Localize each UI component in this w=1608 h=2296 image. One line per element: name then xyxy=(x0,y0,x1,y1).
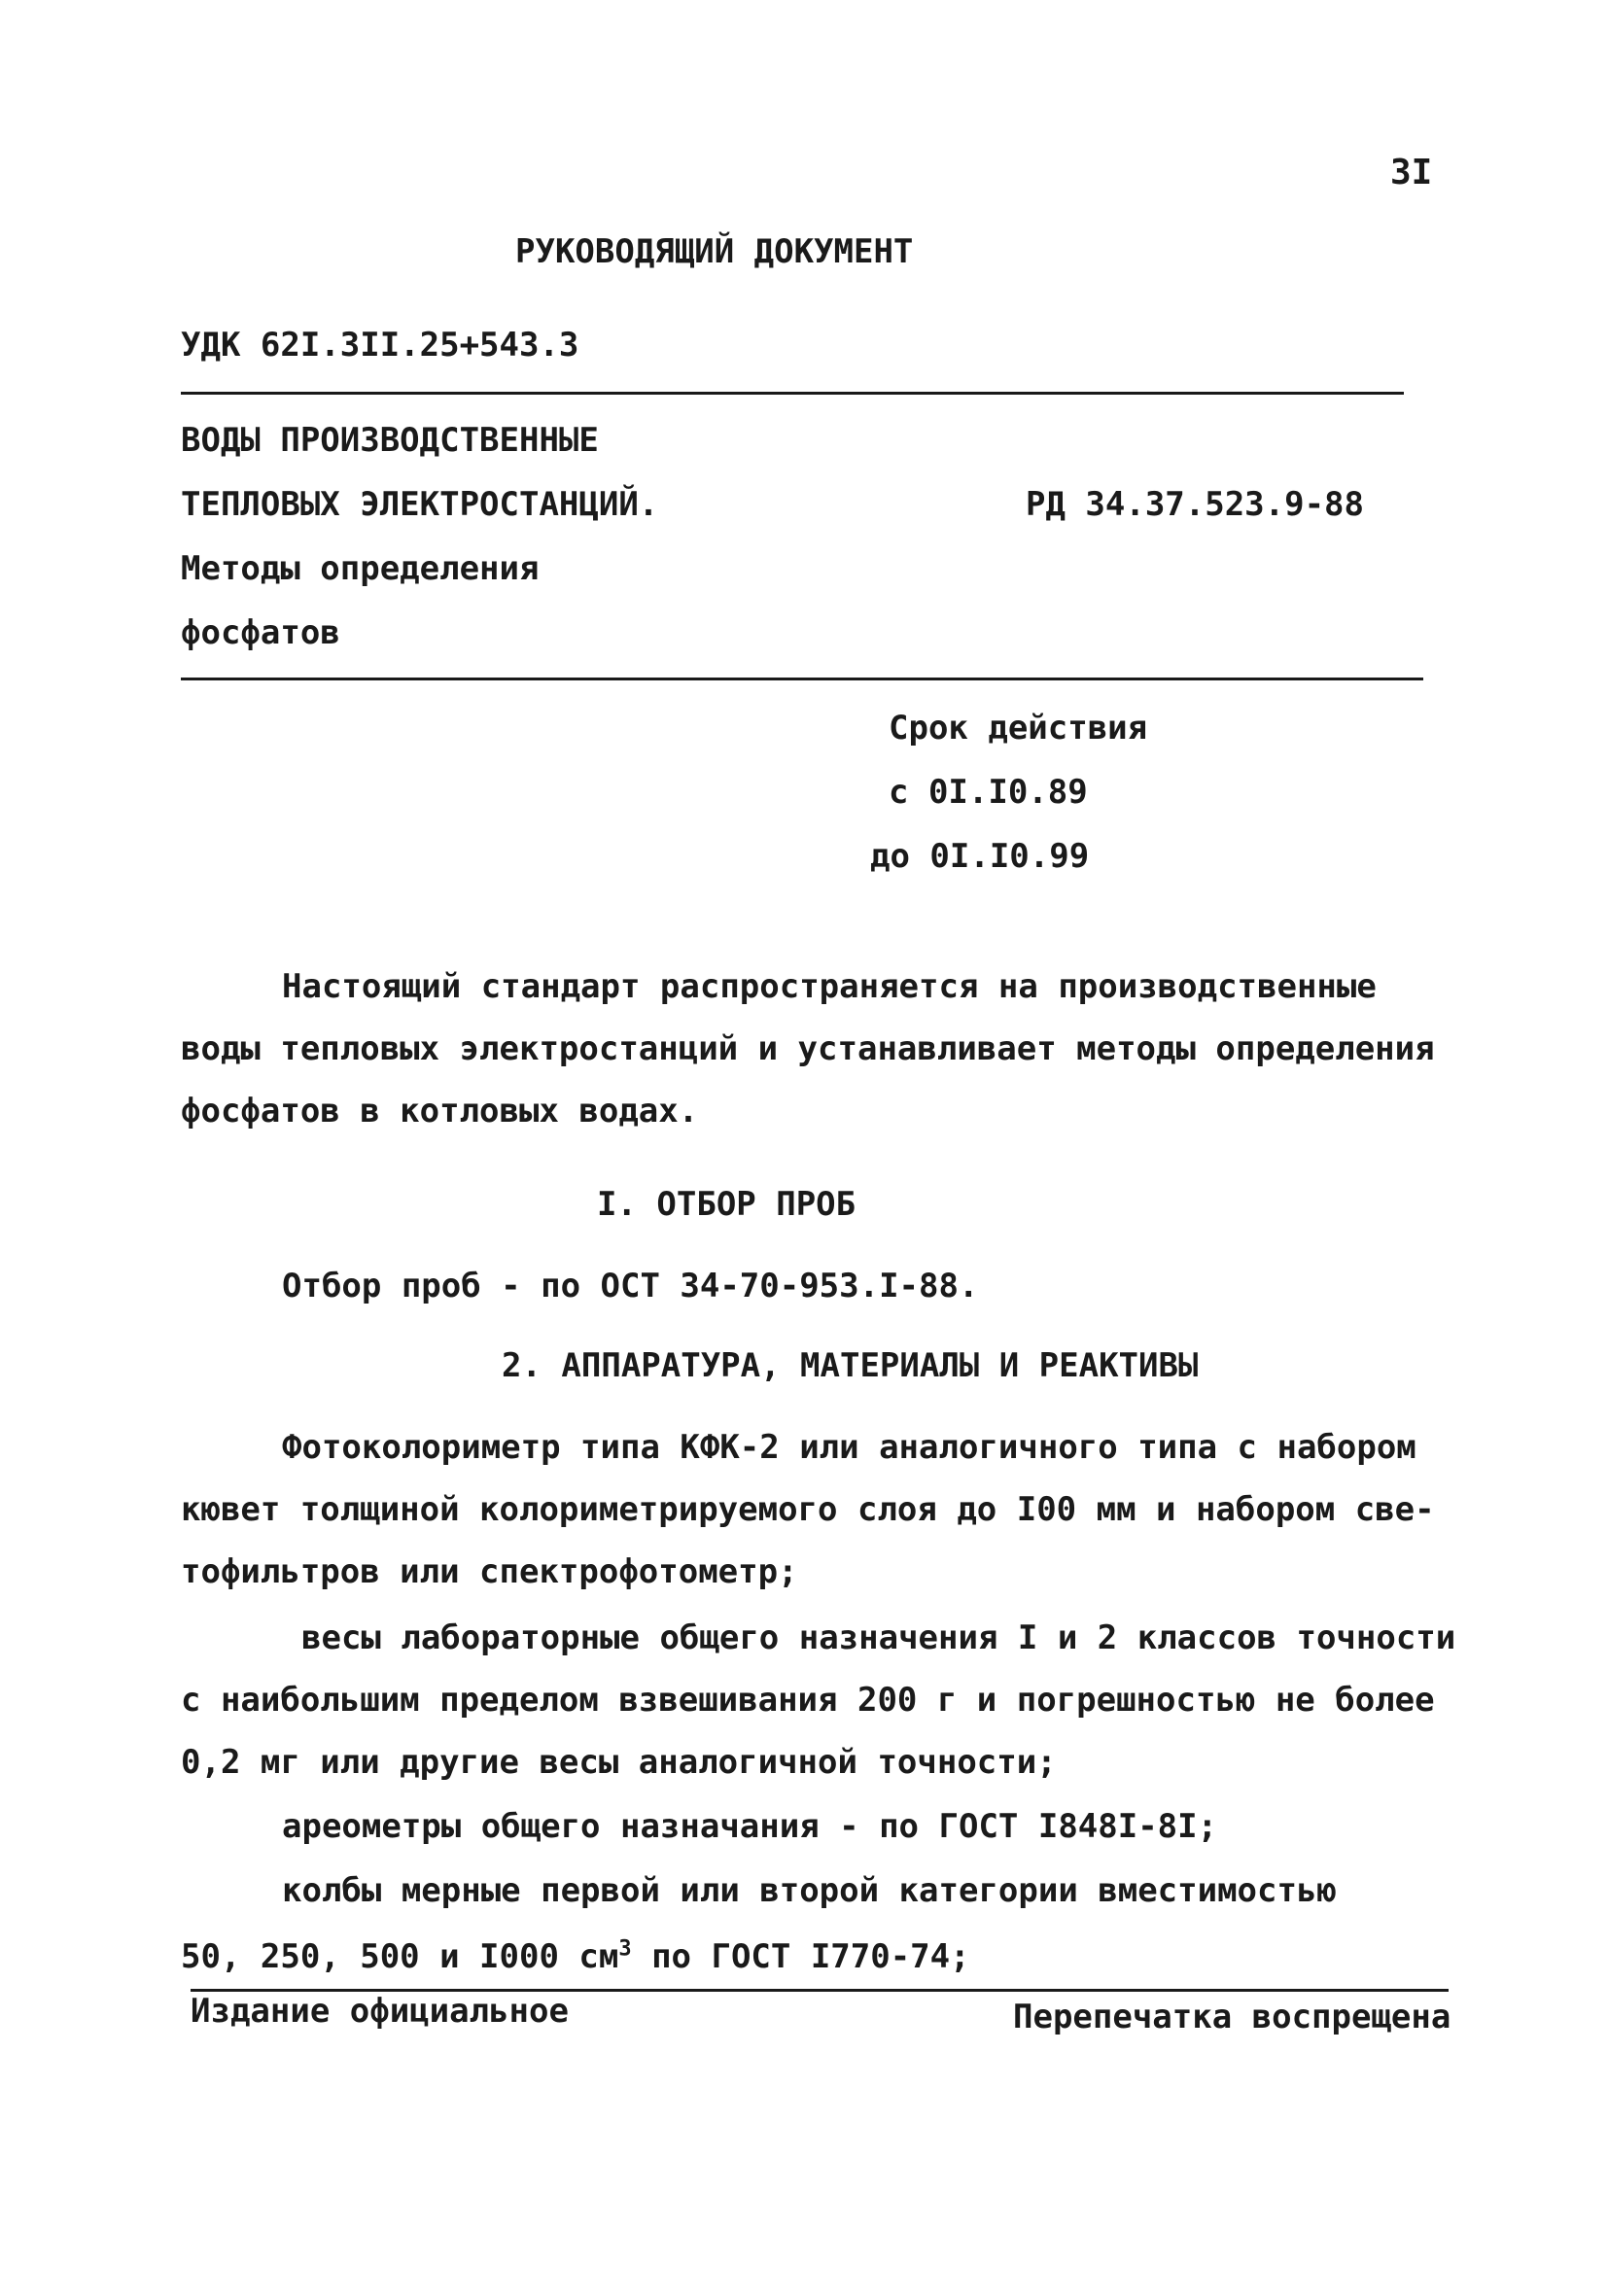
intro-line-3: фосфатов в котловых водах. xyxy=(181,1092,699,1131)
section-2-p4-line-2 xyxy=(181,1936,970,1976)
section-2-p4-line-1: колбы мерные первой или второй категории вместимостью xyxy=(282,1871,1337,1910)
middle-rule xyxy=(181,678,1423,680)
document-code: РД 34.37.523.9-88 xyxy=(1026,485,1364,524)
title-line-2: ТЕПЛОВЫХ ЭЛЕКТРОСТАНЦИЙ. xyxy=(181,485,659,524)
section-2-p1-line-2: кювет толщиной колориметрируемого слоя до I00 мм и набором све- xyxy=(181,1490,1435,1529)
section-1-heading: I. ОТБОР ПРОБ xyxy=(597,1185,856,1224)
footer-reprint-prohibited: Перепечатка воспрещена xyxy=(1013,1998,1451,2036)
validity-from: с 0I.I0.89 xyxy=(889,773,1088,812)
section-2-p1-line-3: тофильтров или спектрофотометр; xyxy=(181,1552,798,1591)
section-2-p2-line-1: весы лабораторные общего назначения I и 2 классов точности xyxy=(301,1618,1456,1657)
intro-line-2: воды тепловых электростанций и устанавливает методы определения xyxy=(181,1029,1435,1068)
udk-code: УДК 62I.3II.25+543.3 xyxy=(181,326,579,365)
title-line-1: ВОДЫ ПРОИЗВОДСТВЕННЫЕ xyxy=(181,421,599,460)
footer-official-edition: Издание официальное xyxy=(191,1992,569,2031)
validity-to: до 0I.I0.99 xyxy=(870,837,1090,876)
intro-line-1: Настоящий стандарт распространяется на производственные xyxy=(282,967,1377,1006)
title-line-3: Методы определения xyxy=(181,549,540,588)
title-line-4: фосфатов xyxy=(181,613,340,652)
document-type-heading: РУКОВОДЯЩИЙ ДОКУМЕНТ xyxy=(515,232,914,271)
page-number: 3I xyxy=(1390,153,1433,192)
volume-list: 50, 250, 500 и I000 см xyxy=(181,1937,619,1976)
section-2-heading: 2. АППАРАТУРА, МАТЕРИАЛЫ И РЕАКТИВЫ xyxy=(502,1346,1199,1385)
section-2-p3: ареометры общего назначания - по ГОСТ I848I-8I; xyxy=(282,1807,1218,1846)
superscript-3: 3 xyxy=(618,1936,632,1962)
validity-label: Срок действия xyxy=(889,709,1148,748)
section-2-p2-line-2: с наибольшим пределом взвешивания 200 г и погрешностью не более xyxy=(181,1681,1435,1720)
section-2-p1-line-1: Фотоколориметр типа КФК-2 или аналогичного типа с набором xyxy=(282,1428,1416,1467)
gost-reference: по ГОСТ I770-74; xyxy=(631,1937,970,1976)
section-1-text: Отбор проб - по ОСТ 34-70-953.I-88. xyxy=(282,1267,979,1305)
section-2-p2-line-3: 0,2 мг или другие весы аналогичной точности; xyxy=(181,1743,1057,1782)
top-rule xyxy=(181,392,1404,395)
